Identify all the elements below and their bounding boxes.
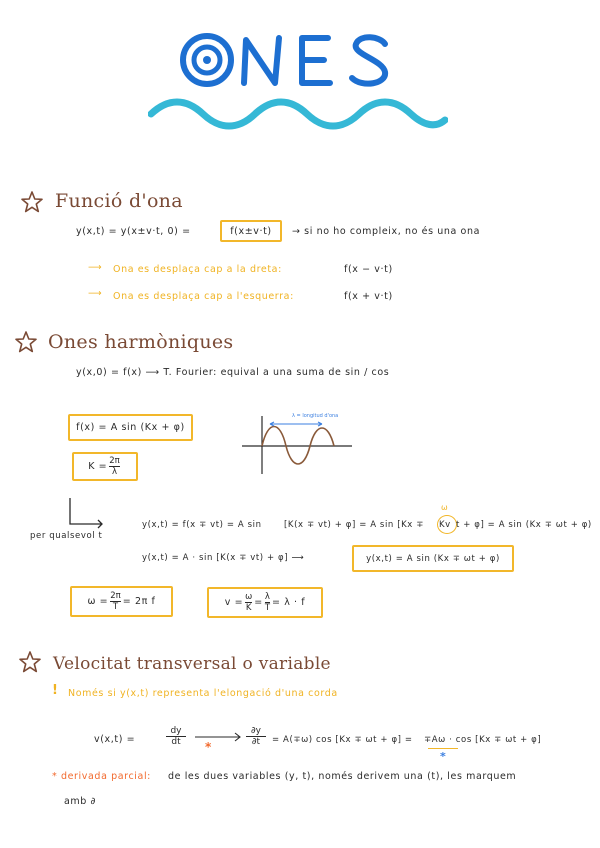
star-icon [14,330,38,354]
dy-dt-fraction [166,726,186,747]
omega-above-kv: ω [441,503,448,512]
section-heading-harmoniques: Ones harmòniques [48,331,234,353]
left-expr: f(x + v·t) [344,291,393,302]
long-arrow-icon [194,732,242,742]
left-arrow-icon: ⟶ [88,288,103,299]
velocity-rhs: = λ · f [272,597,306,608]
section-heading-velocitat: Velocitat transversal o variable [53,654,331,674]
partial-t-denominator: ∂t [251,737,261,747]
title-wave [148,98,448,130]
velocity-num2: λ [264,592,270,602]
harmonic-eq-line1-b: [K(x ∓ vt) + φ] = A sin [Kx ∓ [284,520,424,530]
box-k [72,452,138,481]
funcio-equation: y(x,t) = y(x±v·t, 0) = [76,226,191,237]
omega-fraction [110,591,121,612]
omega-denominator: T [112,602,119,612]
k-numerator: 2π [109,456,120,466]
harmonic-eq-line1-c: t + φ] = A sin (Kx ∓ ωt + φ) [456,520,592,530]
velocity-fraction-2 [265,592,270,613]
boxed-harmonic-wave [352,545,514,572]
amplitude-underline [428,748,458,749]
corner-arrow-icon [66,496,106,530]
elongation-note: Només si y(x,t) representa l'elongació d'una corda [68,688,338,699]
footnote-text: de les dues variables (y, t), només derivem una (t), les marquem [168,771,517,782]
footnote-label: * derivada parcial: [52,771,151,782]
warning-icon: ! [52,683,58,698]
section-heading-funcio: Funció d'ona [55,190,183,212]
left-label: Ona es desplaça cap a l'esquerra: [113,291,294,302]
boxed-function [220,220,282,242]
boxed-harmonic-text: y(x,t) = A sin (Kx ∓ ωt + φ) [366,553,500,564]
per-qualsevol-label: per qualsevol t [30,531,103,541]
box-omega [70,586,173,617]
harmonic-eq-line2: y(x,t) = A · sin [K(x ∓ vt) + φ] ⟶ [142,553,305,563]
velocity-expansion-2: ∓Aω · cos [Kx ∓ ωt + φ] [424,735,542,745]
harmonic-eq-line1-a: y(x,t) = f(x ∓ vt) = A sin [142,520,262,530]
velocity-transversal-lhs: v(x,t) = [94,734,136,745]
harmonic-eq-kv: Kv [439,520,451,530]
box-k-lhs: K = [88,461,108,472]
k-fraction [109,456,120,477]
star-icon [20,190,44,214]
arrow-asterisk: * [205,740,212,754]
box-f-of-x [68,414,193,441]
partial-fraction [246,726,266,747]
k-denominator: λ [111,467,118,477]
right-arrow-icon: ⟶ [88,262,103,273]
wavelength-label: λ = longitud d'ona [292,413,339,419]
velocity-lhs: v = [224,597,244,608]
dy-numerator: dy [170,726,182,736]
star-icon [18,650,42,674]
velocity-fraction-1 [245,592,252,613]
omega-numerator: 2π [110,591,121,601]
box-f-text: f(x) = A sin (Kx + φ) [76,422,185,433]
footnote-text-2: amb ∂ [64,796,97,807]
omega-lhs: ω = [87,596,109,607]
right-label: Ona es desplaça cap a la dreta: [113,264,282,275]
partial-y-numerator: ∂y [251,726,261,736]
velocity-expansion-1: = A(∓ω) cos [Kx ∓ ωt + φ] = [272,735,413,745]
boxed-function-text: f(x±v·t) [230,225,272,237]
fourier-line: y(x,0) = f(x) ⟶ T. Fourier: equival a una suma de sin / cos [76,367,390,378]
velocity-den1: K [245,603,252,613]
omega-rhs: = 2π f [122,596,156,607]
right-expr: f(x − v·t) [344,264,393,275]
funcio-note: → si no ho compleix, no és una ona [292,226,481,237]
velocity-num1: ω [245,592,253,602]
box-velocity: v = $\frac{\omega}{K}$ = $\frac{\lambda}{T}$ = λ · f [207,587,323,618]
velocity-amplitude-marker: * [440,750,446,763]
dt-denominator: dt [171,737,181,747]
velocity-den2: T [264,603,271,613]
